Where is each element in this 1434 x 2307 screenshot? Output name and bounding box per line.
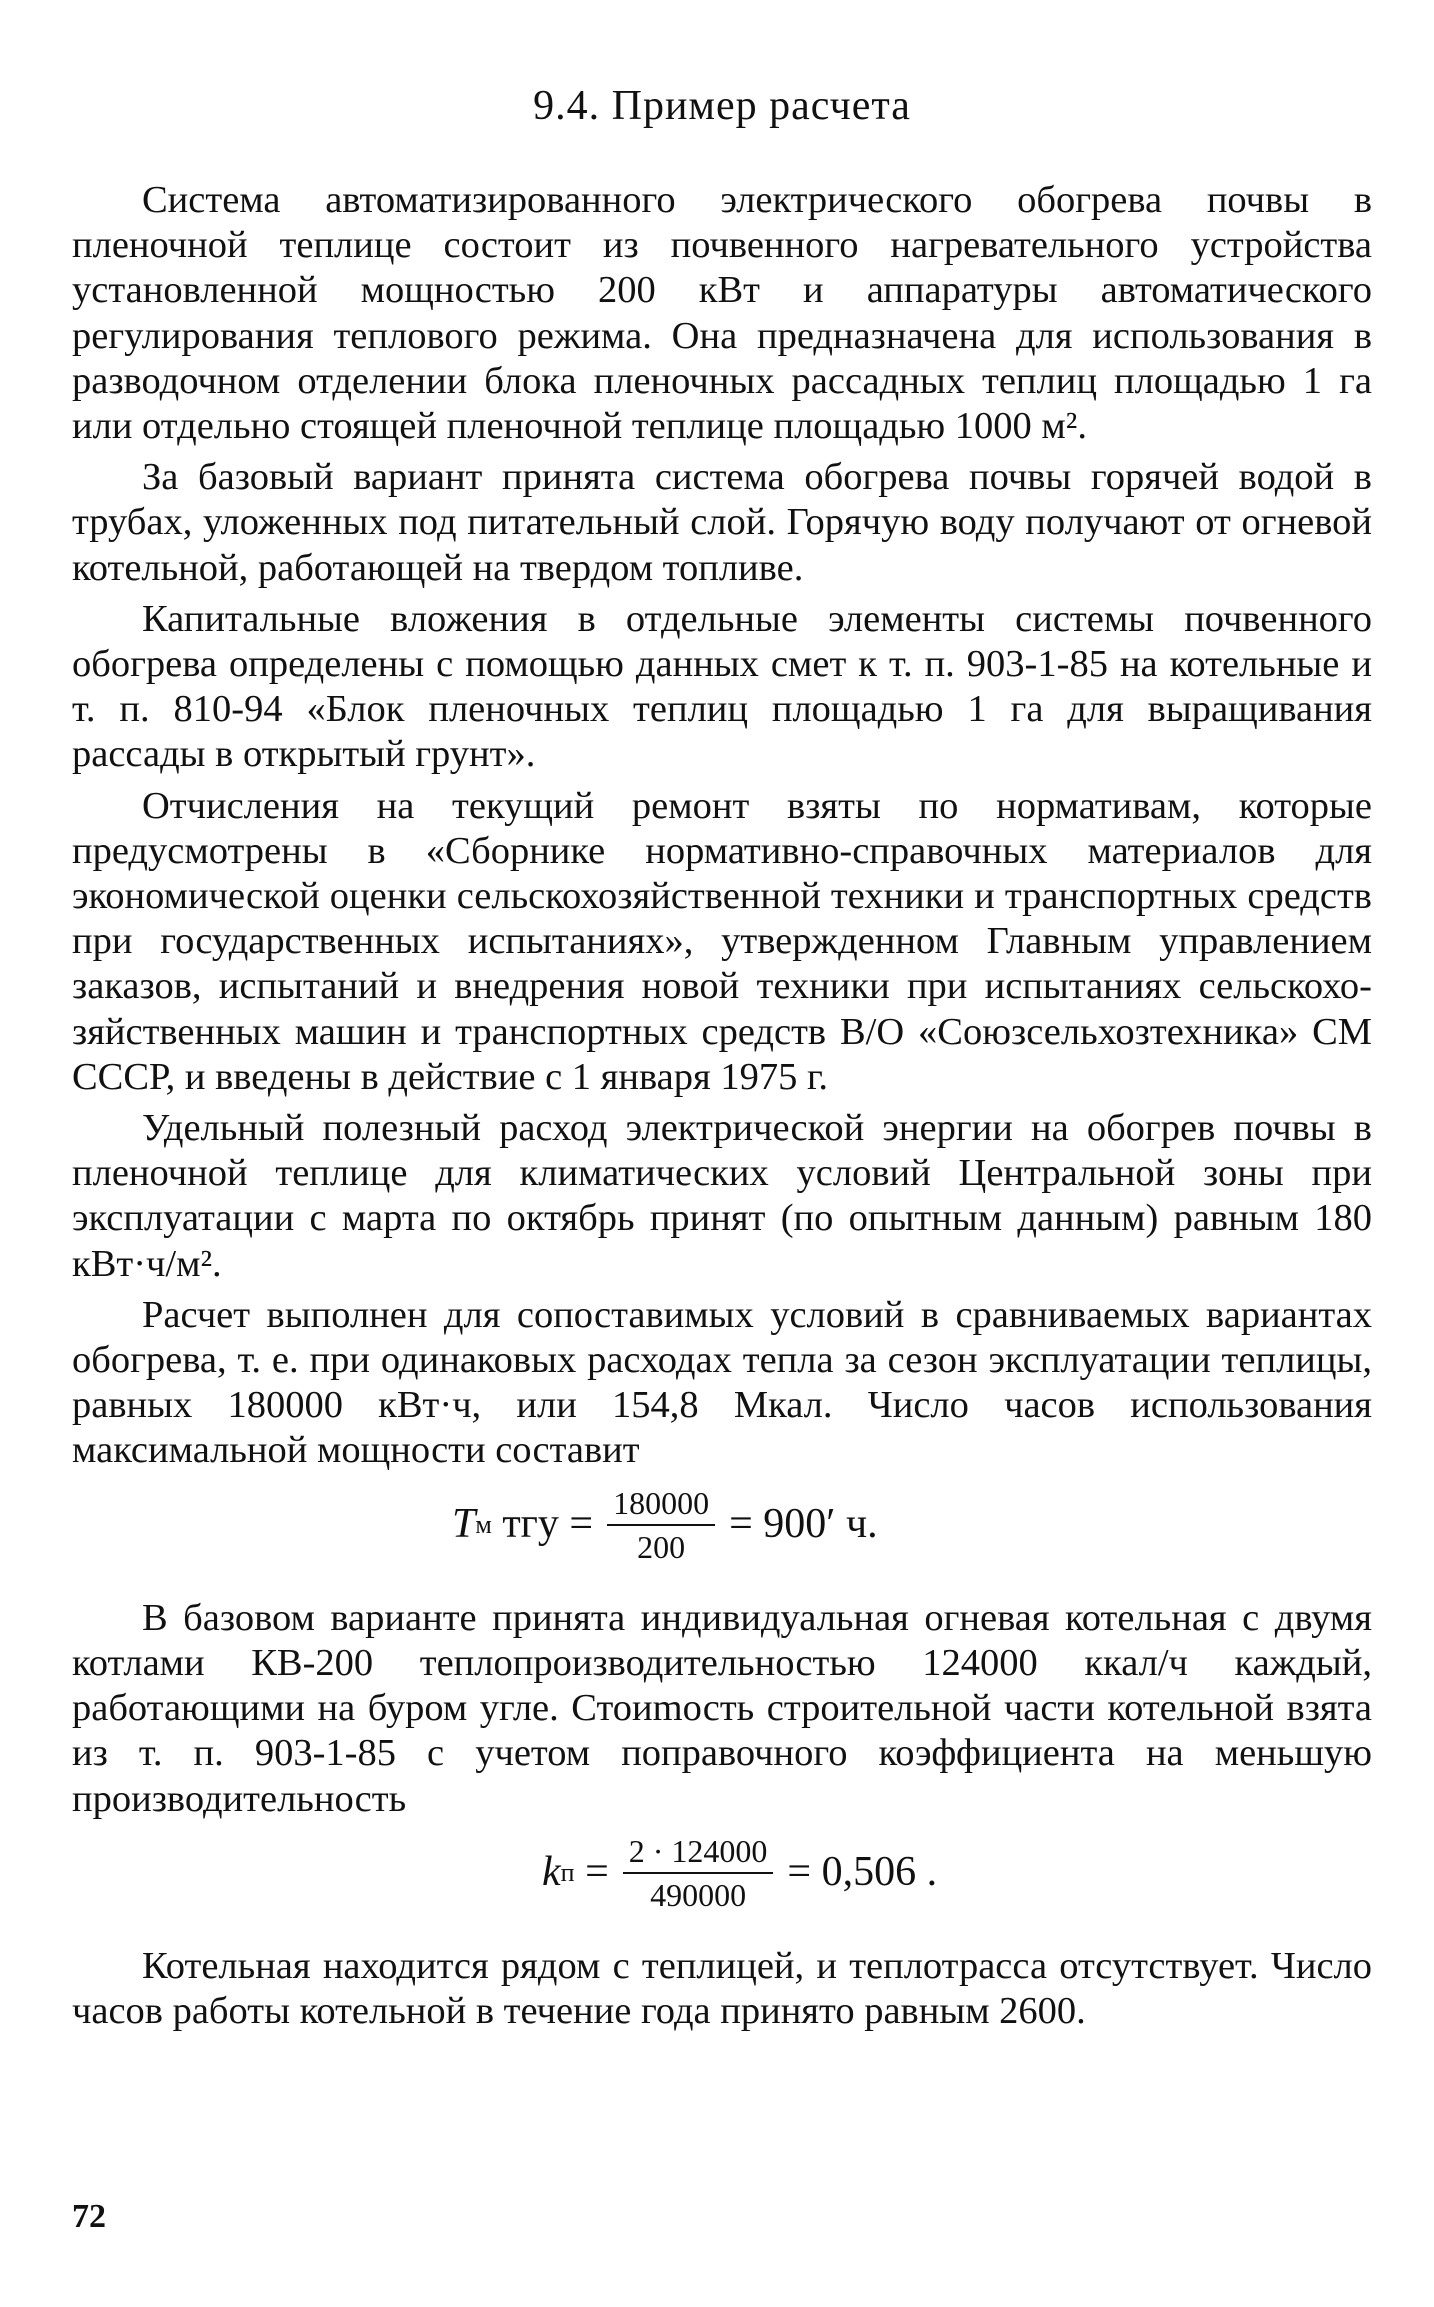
formula-correction-coefficient: [72, 1832, 1372, 1914]
page-number: 72: [72, 2198, 106, 2235]
formula-numerator: 180000: [607, 1484, 715, 1526]
formula-result: = 900′ ч.: [729, 1501, 878, 1548]
formula-symbol: T: [452, 1501, 476, 1548]
document-page: [72, 0, 1372, 2307]
formula-equals: =: [585, 1849, 609, 1896]
formula-label: тгу: [502, 1501, 559, 1548]
formula-fraction: [607, 1484, 715, 1566]
paragraph-base-variant: За базовый вариант принята система обогрева почвы горячей водой в трубах, уложенных под питательный слой. Горячую воду получают от огневой котельной, работающей на твердом топливе.: [72, 456, 1372, 589]
section-heading: 9.4. Пример расчета: [533, 83, 911, 129]
formula-equals: =: [569, 1501, 594, 1548]
formula-expression: [542, 1832, 937, 1914]
body-text: [72, 178, 1372, 2040]
formula-denominator: 200: [637, 1528, 686, 1565]
formula-subscript: п: [560, 1858, 575, 1888]
paragraph-boiler-location: Котельная находится рядом с теплицей, и теплотрасса отсутствует. Число часов работы котельной в течение года принято равным 2600.: [72, 1944, 1372, 2032]
paragraph-boiler-variant: В базовом варианте принята индивидуальная огневая котельная с двумя котлами КВ-200 теплопроизводительностью 124000 ккал/ч каждый, работающими на буром угле. Стоиmость строительной части котельной взята из т. п. 903-1-85 с учетом поправочного коэффициента на меньшую производительность: [72, 1596, 1372, 1820]
formula-subscript: м: [475, 1510, 492, 1540]
formula-max-power-hours: [72, 1484, 1372, 1566]
formula-denominator: 490000: [650, 1876, 747, 1913]
paragraph-calculation-conditions: Расчет выполнен для сопоставимых условий в сравниваемых вариантах обогрева, т. е. при одинаковых расходах тепла за сезон эксплуатации теплицы, равных 180000 кВт·ч, или 154,8 Мкал. Число часов использования максимальной мощности составит: [72, 1293, 1372, 1472]
formula-result: = 0,506 .: [787, 1849, 938, 1896]
paragraph-energy-consumption: Удельный полезный расход электрической энергии на обогрев почвы в пленочной теплице для климатических условий Центральной зоны при эксплуатации с марта по октябрь принят (по опытным данным) равным 180 кВт·ч/м².: [72, 1107, 1372, 1285]
formula-numerator: 2 · 124000: [623, 1832, 774, 1874]
formula-symbol: k: [542, 1849, 561, 1896]
formula-fraction: [623, 1832, 774, 1914]
formula-expression: [452, 1484, 878, 1566]
paragraph-repair-deductions: Отчисления на текущий ремонт взяты по нормативам, которые предусмотрены в «Сборнике нормативно-справочных материалов для экономической оценки сельскохозяйственной техники и транспортных средств при государственных испытаниях», утвержденном Главным управлением заказов, испытаний и внедрения новой техники при испытаниях сельскохозяйственных машин и транспортных средств В/О «Союзсельхозтехника» СМ СССР, и введены в действие с 1 января 1975 г.: [72, 784, 1372, 1098]
paragraph-system-description: Система автоматизированного электрического обогрева почвы в пленочной теплице состоит из почвенного нагревательного устройства установленной мощностью 200 кВт и аппаратуры автоматического регулирования теплового режима. Она предназначена для использования в разводочном отделении блока пленочных рассадных теплиц площадью 1 га или отдельно стоящей пленочной теплице площадью 1000 м².: [72, 179, 1372, 448]
paragraph-capital-investments: Капитальные вложения в отдельные элементы системы почвенного обогрева определены с помощью данных смет к т. п. 903-1-85 на котельные и т. п. 810-94 «Блок пленочных теплиц площадью 1 га для выращивания рассады в открытый грунт».: [72, 597, 1372, 776]
